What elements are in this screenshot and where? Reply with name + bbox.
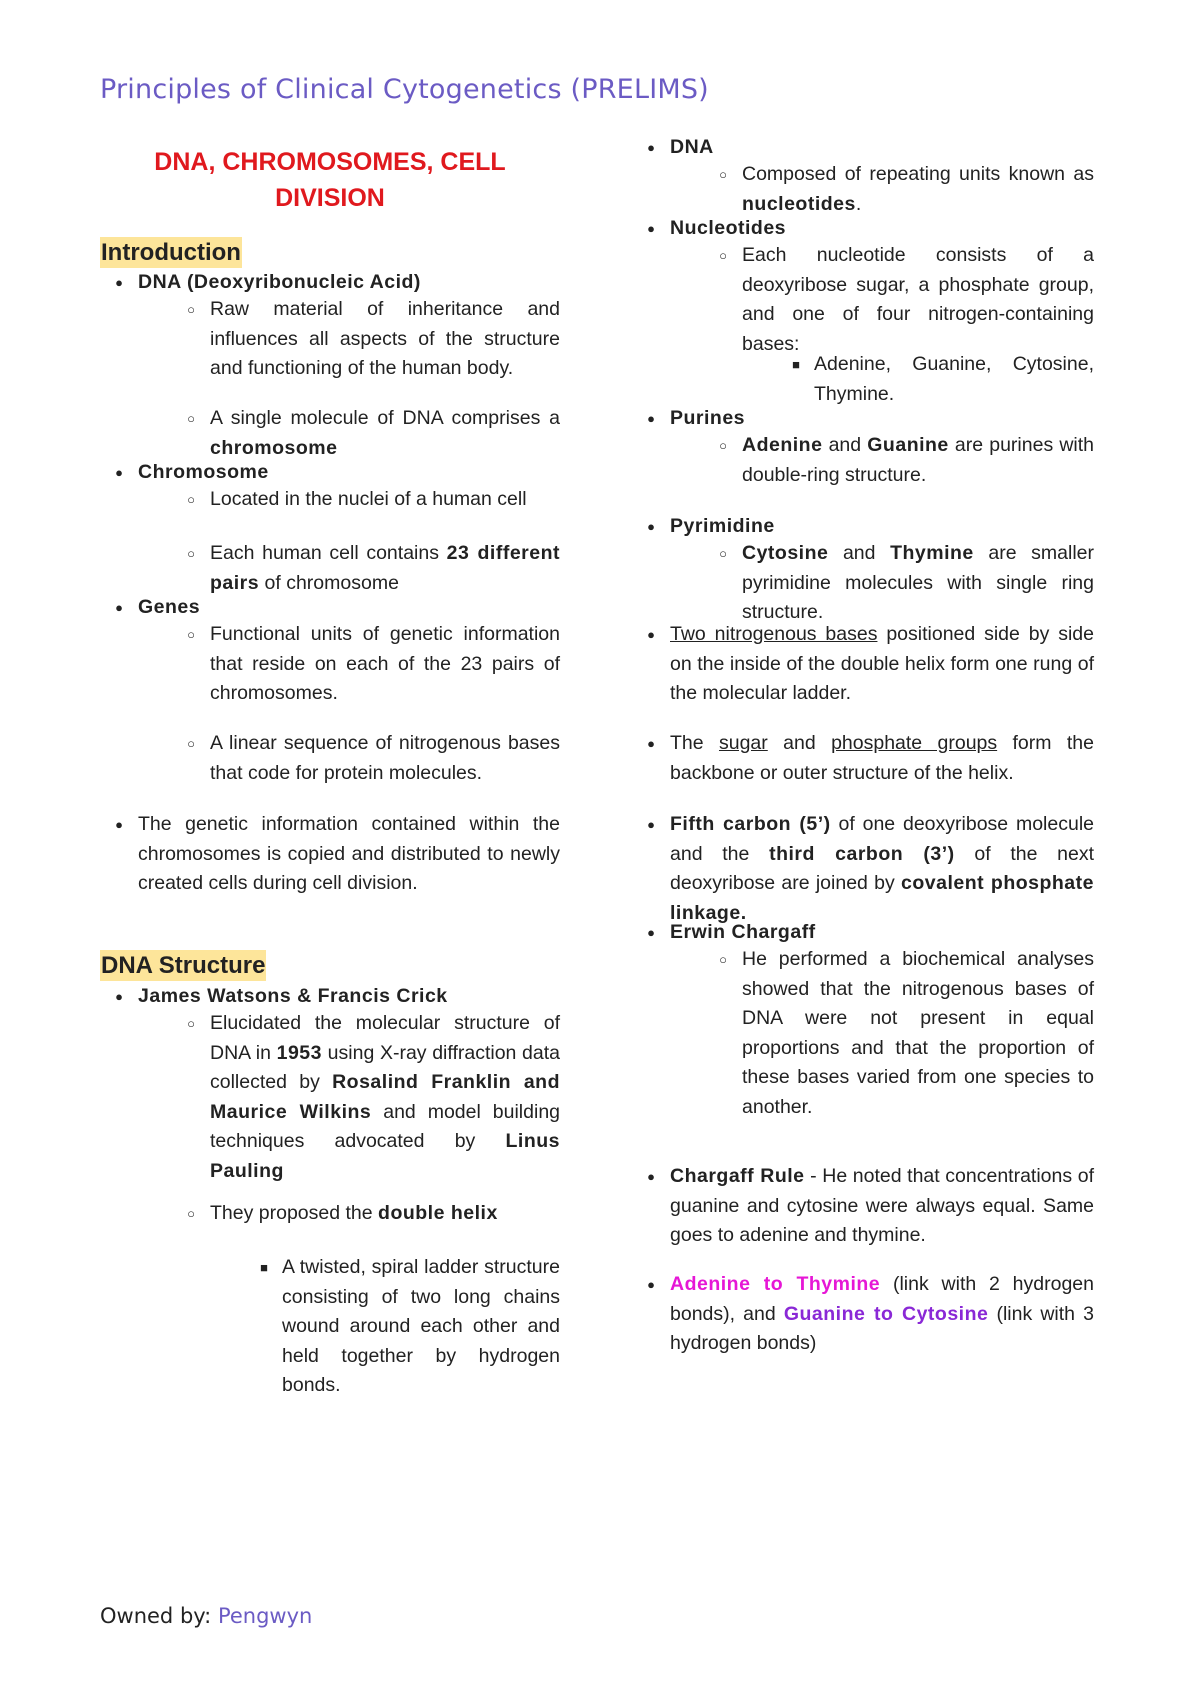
bullet-icon: ●	[647, 736, 655, 751]
bullet-icon: ●	[647, 140, 655, 155]
section-heading-dna-structure: DNA Structure	[101, 952, 266, 979]
bullet-icon: ●	[647, 1277, 655, 1292]
circle-bullet-icon: ○	[187, 1016, 195, 1031]
square-bullet-icon: ■	[792, 357, 800, 372]
circle-bullet-icon: ○	[187, 302, 195, 317]
bullet-icon: ●	[647, 519, 655, 534]
circle-bullet-icon: ○	[187, 736, 195, 751]
circle-bullet-icon: ○	[187, 627, 195, 642]
section-heading-introduction: Introduction	[101, 239, 241, 266]
bullet-icon: ●	[647, 1169, 655, 1184]
bullet-icon: ●	[647, 817, 655, 832]
bullet-icon: ●	[115, 600, 123, 615]
square-bullet-icon: ■	[260, 1260, 268, 1275]
bullet-icon: ●	[115, 817, 123, 832]
document-heading: DNA, CHROMOSOMES, CELL DIVISION	[154, 148, 506, 212]
bullet-icon: ●	[115, 989, 123, 1004]
bullet-icon: ●	[647, 411, 655, 426]
circle-bullet-icon: ○	[187, 1206, 195, 1221]
circle-bullet-icon: ○	[719, 167, 727, 182]
bullet-icon: ●	[647, 627, 655, 642]
footer-owner: Owned by: Pengwyn	[100, 1604, 313, 1628]
bullet-icon: ●	[115, 275, 123, 290]
circle-bullet-icon: ○	[719, 952, 727, 967]
circle-bullet-icon: ○	[187, 411, 195, 426]
circle-bullet-icon: ○	[719, 438, 727, 453]
circle-bullet-icon: ○	[187, 546, 195, 561]
circle-bullet-icon: ○	[719, 546, 727, 561]
bullet-icon: ●	[115, 465, 123, 480]
circle-bullet-icon: ○	[719, 248, 727, 263]
bullet-icon: ●	[647, 221, 655, 236]
bullet-icon: ●	[647, 925, 655, 940]
page-title: Principles of Clinical Cytogenetics (PRELIMS)	[100, 74, 709, 105]
circle-bullet-icon: ○	[187, 492, 195, 507]
